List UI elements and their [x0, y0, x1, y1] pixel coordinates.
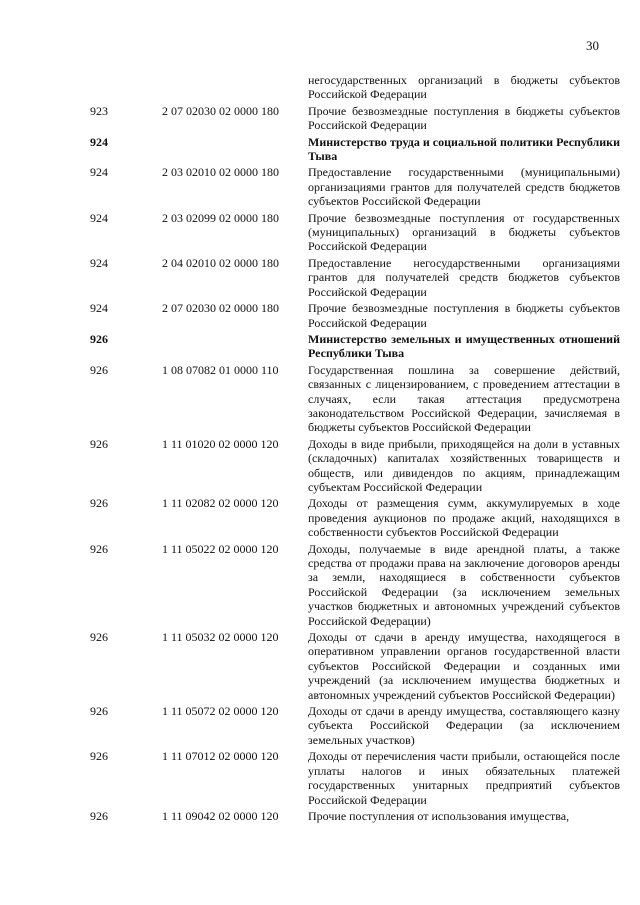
- revenue-description-cell: Доходы в виде прибыли, приходящейся на доли в уставных (складочных) капиталах хозяйственных товариществ и обществ, или дивидендов по акциям, принадлежащим субъектам Российской Федерации: [308, 436, 620, 494]
- revenue-description-cell: Государственная пошлина за совершение действий, связанных с лицензированием, с проведением аттестации в случаях, если такая аттестация предусмотрена законодательством Российской Федерации, зачисляемая в бюджеты субъектов Российской Федерации: [308, 362, 620, 435]
- revenue-description-cell: негосударственных организаций в бюджеты субъектов Российской Федерации: [308, 73, 620, 102]
- revenue-description-cell: Доходы от сдачи в аренду имущества, находящегося в оперативном управлении органов государственной власти субъектов Российской Федерации и созданных ими учреждений (за исключением имущества бюджетных и автономных учреждений субъектов Российской Федерации): [308, 630, 620, 702]
- budget-classification-code-cell: 2 03 02099 02 0000 180: [162, 210, 279, 225]
- revenue-description-cell: Доходы от сдачи в аренду имущества, составляющего казну субъекта Российской Федерации (за исключением земельных участков): [308, 704, 620, 747]
- table-row: [0, 630, 640, 702]
- administrator-code-cell: 926: [90, 704, 108, 719]
- administrator-code-cell: 926: [90, 362, 108, 377]
- table-row: [0, 809, 640, 823]
- budget-classification-code-cell: 1 11 07012 02 0000 120: [162, 749, 279, 764]
- administrator-code-cell: 924: [90, 255, 108, 270]
- table-row: [0, 496, 640, 539]
- table-row: [0, 211, 640, 254]
- budget-classification-code-cell: 2 04 02010 02 0000 180: [162, 255, 279, 270]
- budget-classification-code-cell: 1 11 05022 02 0000 120: [162, 541, 279, 556]
- table-row: [0, 749, 640, 807]
- revenue-description-cell: Прочие безвозмездные поступления от государственных (муниципальных) организаций в бюджеты субъектов Российской Федерации: [308, 210, 620, 254]
- administrator-code-cell: 926: [90, 808, 108, 823]
- budget-classification-code-cell: 1 08 07082 01 0000 110: [162, 362, 279, 377]
- revenue-description-cell: Доходы от размещения сумм, аккумулируемых в ходе проведения аукционов по продаже акций, находящихся в собственности субъектов Российской Федерации: [308, 496, 620, 540]
- table-row: [0, 542, 640, 628]
- revenue-code-table: [0, 73, 640, 823]
- revenue-description-cell: Предоставление государственными (муниципальными) организациями грантов для получателей средств бюджетов субъектов Российской Федерации: [308, 165, 620, 209]
- administrator-code-cell: 924: [90, 165, 108, 180]
- table-row: [0, 73, 640, 102]
- revenue-description-cell: Доходы, получаемые в виде арендной платы, а также средства от продажи права на заключение договоров аренды за земли, находящиеся в собственности субъектов Российской Федерации (за исключением земельных участков бюджетных и автономных учреждений субъектов Российской Федерации): [308, 541, 620, 628]
- table-row: [0, 363, 640, 435]
- table-row: [0, 704, 640, 747]
- administrator-code-cell: 924: [90, 210, 108, 225]
- revenue-description-cell: Прочие безвозмездные поступления в бюджеты субъектов Российской Федерации: [308, 103, 620, 133]
- administrator-code-cell: 926: [90, 749, 108, 764]
- table-row: [0, 256, 640, 299]
- administrator-header-row: [0, 135, 640, 164]
- table-row: [0, 437, 640, 495]
- revenue-description-cell: Министерство труда и социальной политики Республики Тыва: [308, 134, 620, 164]
- revenue-description-cell: Прочие безвозмездные поступления в бюджеты субъектов Российской Федерации: [308, 301, 620, 330]
- administrator-code-cell: 926: [90, 436, 108, 451]
- administrator-code-cell: 926: [90, 541, 108, 556]
- table-row: [0, 301, 640, 330]
- budget-classification-code-cell: 1 11 05032 02 0000 120: [162, 630, 279, 645]
- budget-classification-code-cell: 2 03 02010 02 0000 180: [162, 165, 279, 180]
- budget-classification-code-cell: 1 11 05072 02 0000 120: [162, 704, 279, 719]
- revenue-description-cell: Предоставление негосударственными организациями грантов для получателей средств бюджетов субъектов Российской Федерации: [308, 255, 620, 299]
- administrator-code-cell: 924: [90, 301, 108, 316]
- budget-classification-code-cell: 2 07 02030 02 0000 180: [162, 103, 279, 118]
- administrator-code-cell: 926: [90, 630, 108, 645]
- revenue-description-cell: Министерство земельных и имущественных отношений Республики Тыва: [308, 331, 620, 361]
- revenue-description-cell: Доходы от перечисления части прибыли, остающейся после уплаты налогов и иных обязательных платежей государственных унитарных предприятий субъектов Российской Федерации: [308, 749, 620, 807]
- revenue-description-cell: Прочие поступления от использования имущества,: [308, 808, 570, 823]
- administrator-code-cell: 923: [90, 103, 108, 118]
- table-row: [0, 104, 640, 133]
- budget-classification-code-cell: 1 11 02082 02 0000 120: [162, 496, 279, 511]
- administrator-code-cell: 926: [90, 496, 108, 511]
- administrator-code-cell: 924: [90, 134, 108, 149]
- administrator-code-cell: 926: [90, 331, 108, 346]
- budget-classification-code-cell: 2 07 02030 02 0000 180: [162, 301, 279, 316]
- administrator-header-row: [0, 332, 640, 361]
- table-row: [0, 165, 640, 208]
- budget-classification-code-cell: 1 11 09042 02 0000 120: [162, 808, 279, 823]
- page-number: 30: [586, 38, 599, 53]
- budget-classification-code-cell: 1 11 01020 02 0000 120: [162, 436, 279, 451]
